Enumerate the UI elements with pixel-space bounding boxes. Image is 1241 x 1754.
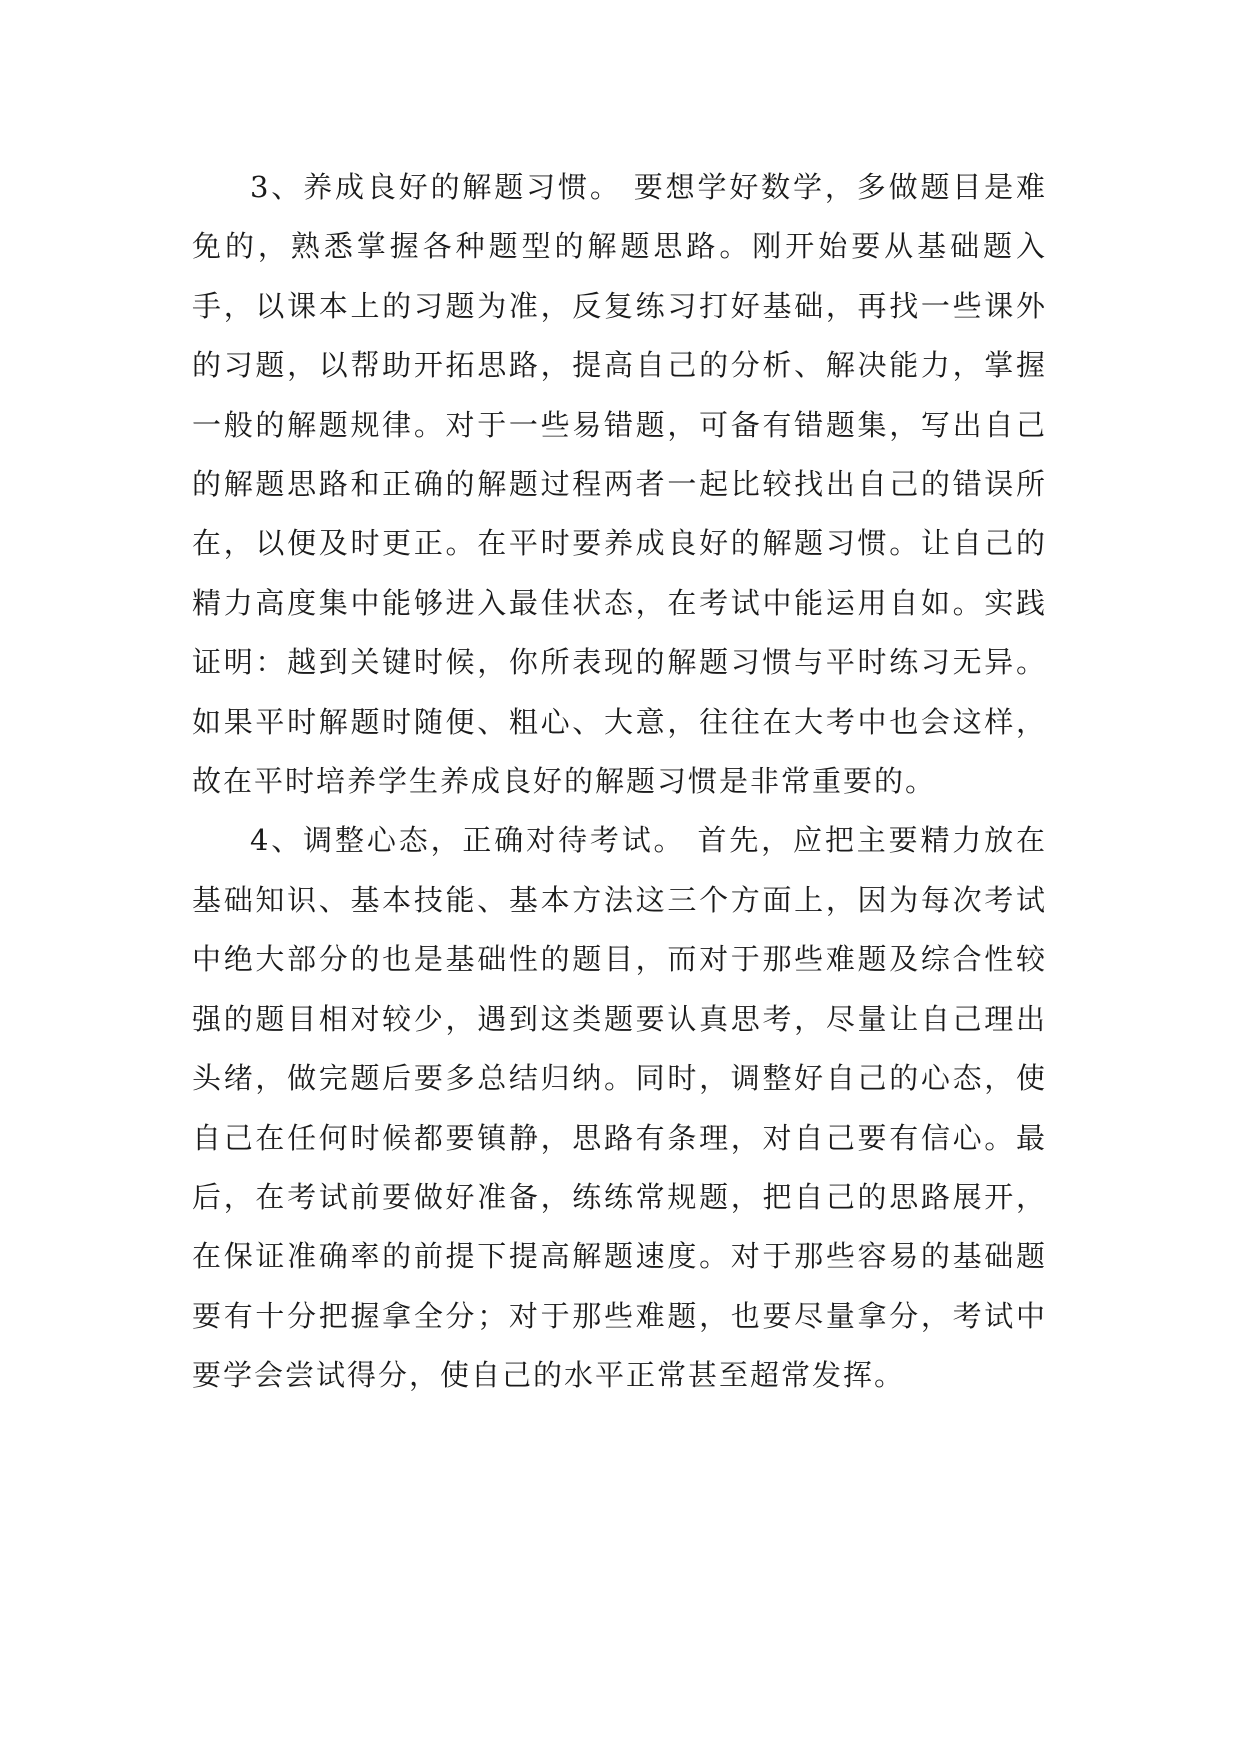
paragraph-4-exam-mindset: 4、调整心态，正确对待考试。 首先，应把主要精力放在基础知识、基本技能、基本方法这三个方面上，因为每次考试中绝大部分的也是基础性的题目，而对于那些难题及综合性较强的题目相对较少，遇到这类题要认真思考，尽量让自己理出头绪，做完题后要多总结归纳。同时，调整好自己的心态，使自己在任何时候都要镇静，思路有条理，对自己要有信心。最后，在考试前要做好准备，练练常规题，把自己的思路展开，在保证准确率的前提下提高解题速度。对于那些容易的基础题要有十分把握拿全分；对于那些难题，也要尽量拿分，考试中要学会尝试得分，使自己的水平正常甚至超常发挥。 (192, 823, 1047, 1393)
paragraph-3-problem-solving-habits: 3、养成良好的解题习惯。 要想学好数学，多做题目是难免的，熟悉掌握各种题型的解题思路。刚开始要从基础题入手，以课本上的习题为准，反复练习打好基础，再找一些课外的习题，以帮助开拓思路，提高自己的分析、解决能力，掌握一般的解题规律。对于一些易错题，可备有错题集，写出自己的解题思路和正确的解题过程两者一起比较找出自己的错误所在，以便及时更正。在平时要养成良好的解题习惯。让自己的精力高度集中能够进入最佳状态，在考试中能运用自如。实践证明：越到关键时候，你所表现的解题习惯与平时练习无异。如果平时解题时随便、粗心、大意，往往在大考中也会这样，故在平时培养学生养成良好的解题习惯是非常重要的。 (192, 170, 1047, 799)
document-body (192, 158, 1047, 1406)
